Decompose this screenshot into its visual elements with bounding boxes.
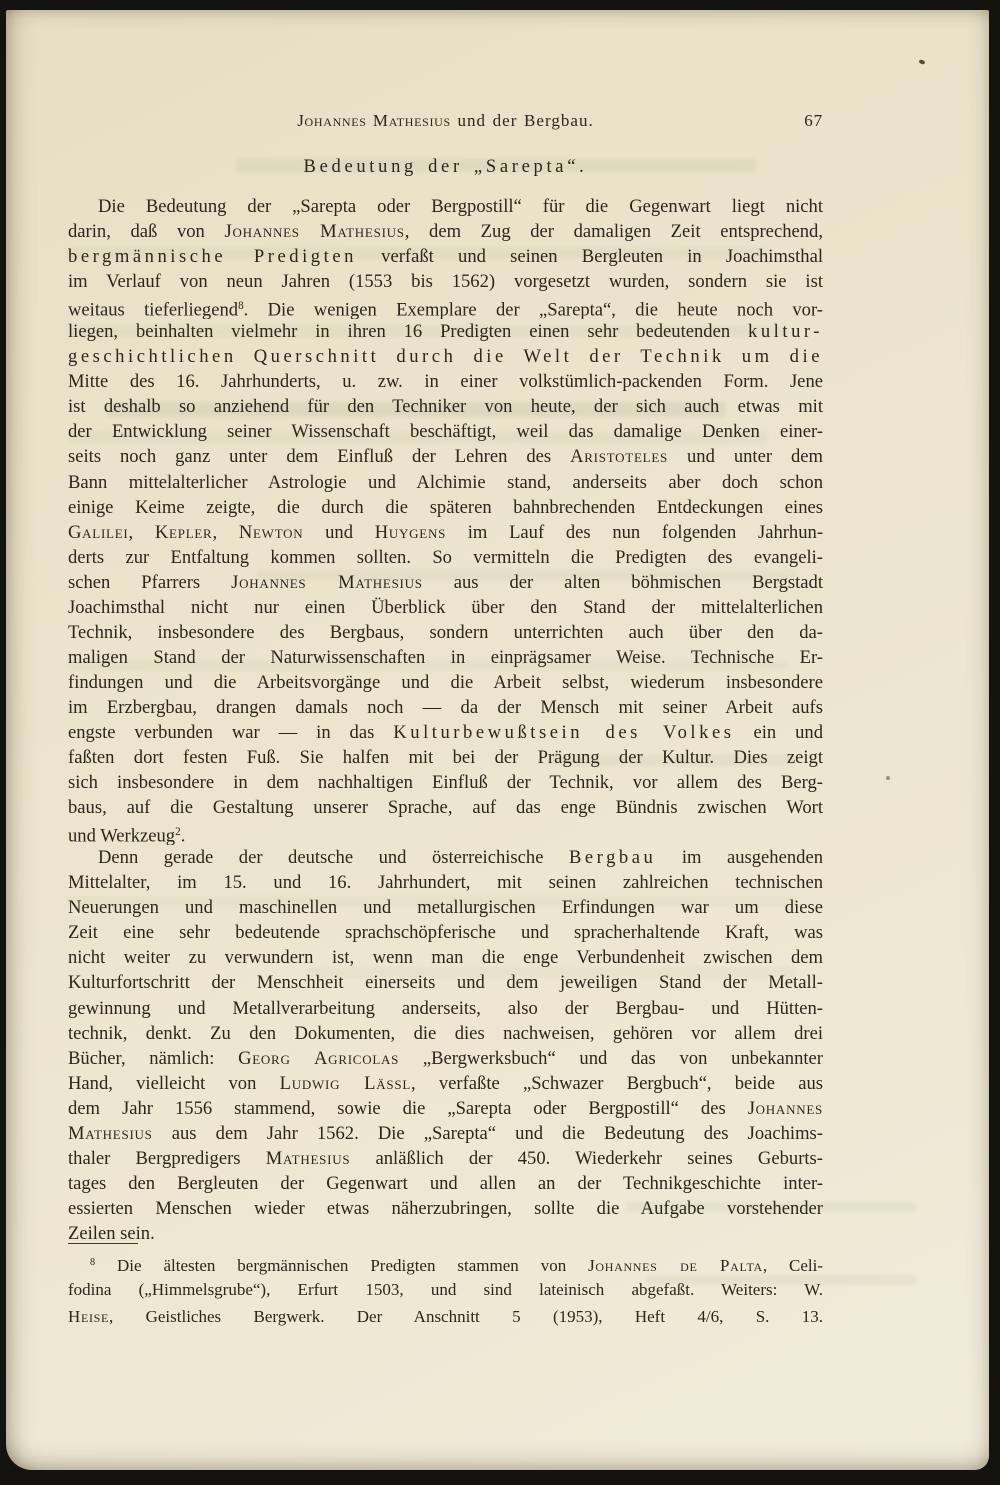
- smallcaps-name: Mathesius: [265, 1147, 351, 1169]
- text-segment: derts zur Entfaltung kommen sollten. So vermitteln die Predigten des evangeli-: [68, 546, 823, 568]
- text-line: [68, 1171, 823, 1196]
- smallcaps-name: Galilei: [68, 521, 129, 543]
- text-line: [68, 244, 823, 269]
- text-segment: weitaus tieferliegend: [68, 299, 239, 320]
- text-line: [68, 996, 823, 1021]
- letterspaced-emphasis: bergmännische Predigten: [68, 246, 357, 268]
- text-line: [68, 820, 823, 845]
- text-line: [68, 394, 823, 419]
- text-line: [68, 1071, 823, 1096]
- superscript-footnote-mark: 8: [238, 300, 244, 313]
- text-segment: baus, auf die Gestaltung unserer Sprache, auf das enge Bündnis zwischen Wort: [68, 797, 823, 819]
- text-segment: maligen Stand der Naturwissenschaften in einprägsamer Weise. Technische Er-: [68, 646, 823, 668]
- text-line: [68, 369, 823, 394]
- text-segment: engste verbunden war — in das: [68, 721, 394, 743]
- smallcaps-name: Georg Agricolas: [238, 1047, 400, 1069]
- text-segment: findungen und die Arbeitsvorgänge und die Arbeit selbst, wiederum insbesondere: [68, 671, 823, 693]
- text-segment: ist deshalb so anziehend für den Techniker von heute, der sich auch etwas mit: [68, 396, 823, 418]
- text-segment: und: [303, 521, 375, 543]
- text-segment: einige Keime zeigte, die durch die späteren bahnbrechenden Entdeckungen eines: [68, 496, 823, 518]
- text-line: [68, 620, 823, 645]
- footnote: [68, 1249, 823, 1330]
- text-segment: und der Bergbau.: [450, 111, 594, 130]
- smallcaps-name: Johannes: [747, 1097, 823, 1119]
- text-segment: anläßlich der 450. Wiederkehr seines Geburts-: [350, 1147, 823, 1169]
- footnote-rule: [68, 1243, 138, 1244]
- text-segment: und Werkzeug: [68, 825, 176, 846]
- text-segment: im Lauf des nun folgenden Jahrhun-: [446, 521, 823, 543]
- text-segment: im Erzbergbau, drangen damals noch — da der Mensch mit seiner Arbeit aufs: [68, 696, 823, 718]
- text-segment: .: [180, 825, 186, 846]
- text-line: [68, 1249, 823, 1276]
- superscript-footnote-mark: 8: [90, 1257, 96, 1268]
- text-line: [68, 770, 823, 795]
- text-line: [68, 670, 823, 695]
- text-segment: im ausgehenden: [656, 847, 823, 869]
- text-segment: der Entwicklung seiner Wissenschaft beschäftigt, weil das damalige Denken einer-: [68, 421, 823, 443]
- text-line: [68, 470, 823, 495]
- text-segment: , verfaßte „Schwazer Bergbuch“, beide aus: [411, 1072, 823, 1094]
- text-line: [68, 745, 823, 770]
- scan-speck: [918, 59, 925, 65]
- text-segment: thaler Bergpredigers: [68, 1147, 266, 1169]
- letterspaced-emphasis: Bergbau: [568, 847, 657, 869]
- text-segment: Mittelalter, im 15. und 16. Jahrhundert, mit seinen zahlreichen technischen: [68, 872, 823, 894]
- text-segment: Joachimsthal nicht nur einen Überblick über den Stand der mittelalterlichen: [68, 596, 823, 618]
- body-text: [68, 194, 823, 1246]
- text-line: [68, 1303, 823, 1330]
- text-segment: dem Jahr 1556 stammend, sowie die „Sarepta oder Bergpostill“ des: [68, 1097, 748, 1119]
- text-line: [68, 1121, 823, 1146]
- text-segment: seits noch ganz unter dem Einfluß der Lehren des: [68, 446, 571, 468]
- text-line: [68, 520, 823, 545]
- text-line: [68, 870, 823, 895]
- text-line: [68, 294, 823, 319]
- text-line: [68, 845, 823, 870]
- text-segment: Die ältesten bergmännischen Predigten stammen von: [95, 1256, 589, 1276]
- text-line: [68, 570, 823, 595]
- section-heading: Bedeutung der „Sarepta“.: [303, 157, 588, 177]
- text-line: [68, 219, 823, 244]
- text-segment: Die Bedeutung der „Sarepta oder Bergpostill“ für die Gegenwart liegt nicht: [98, 196, 823, 217]
- text-line: [68, 1021, 823, 1046]
- scan-speck: [886, 776, 890, 780]
- smallcaps-name: Ludwig Lässl: [279, 1072, 412, 1094]
- running-header: [68, 111, 823, 131]
- text-line: [68, 920, 823, 945]
- text-segment: Kulturfortschritt der Menschheit einerseits und dem jeweiligen Stand der Metall-: [68, 972, 823, 994]
- text-line: [68, 194, 823, 219]
- text-segment: liegen, beinhalten vielmehr in ihren 16 Predigten einen sehr bedeutenden: [68, 321, 749, 343]
- smallcaps-name: Heise: [68, 1307, 110, 1326]
- text-line: [68, 1221, 823, 1246]
- smallcaps-name: Johannes Mathesius: [297, 111, 451, 130]
- smallcaps-name: Johannes Mathesius: [231, 571, 423, 593]
- text-line: [68, 720, 823, 745]
- text-segment: . Die wenigen Exemplare der „Sarepta“, die heute noch vor-: [243, 299, 823, 320]
- text-line: [68, 419, 823, 444]
- text-segment: im Verlauf von neun Jahren (1553 bis 1562) vorgesetzt wurden, sondern sie ist: [68, 271, 823, 293]
- text-segment: , dem Zug der damaligen Zeit entsprechend,: [404, 221, 823, 243]
- text-segment: schen Pfarrers: [68, 571, 232, 593]
- text-segment: sich insbesondere in dem nachhaltigen Einfluß der Technik, vor allem des Berg-: [68, 772, 823, 794]
- text-segment: ,: [128, 521, 155, 543]
- smallcaps-name: Aristoteles: [570, 446, 669, 468]
- text-segment: technik, denkt. Zu den Dokumenten, die dies nachweisen, gehören vor allem drei: [68, 1022, 823, 1044]
- text-line: [68, 595, 823, 620]
- text-segment: und unter dem: [668, 446, 823, 468]
- text-segment: darin, daß von: [68, 221, 225, 243]
- text-segment: Zeit eine sehr bedeutende sprachschöpferische und spracherhaltende Kraft, was: [68, 922, 823, 944]
- text-line: [68, 1096, 823, 1121]
- text-line: [68, 444, 823, 469]
- text-line: [68, 895, 823, 920]
- text-line: [68, 319, 823, 344]
- text-segment: , Geistliches Bergwerk. Der Anschnitt 5 (1953), Heft 4/6, S. 13.: [109, 1307, 823, 1326]
- text-line: [68, 1046, 823, 1071]
- text-segment: aus dem Jahr 1562. Die „Sarepta“ und die Bedeutung des Joachims-: [152, 1122, 823, 1144]
- text-segment: ,: [212, 521, 239, 543]
- text-segment: verfaßt und seinen Bergleuten in Joachimsthal: [356, 246, 823, 268]
- text-line: [68, 269, 823, 294]
- text-line: [68, 545, 823, 570]
- text-line: [68, 495, 823, 520]
- letterspaced-emphasis: geschichtlichen Querschnitt durch die Welt der Technik um die: [68, 346, 823, 368]
- smallcaps-name: Johannes Mathesius: [224, 221, 405, 243]
- text-line: [68, 1146, 823, 1171]
- book-page: [6, 10, 989, 1470]
- smallcaps-name: Johannes de Palta: [588, 1256, 763, 1276]
- text-segment: essierten Menschen wieder etwas näherzubringen, sollte die Aufgabe vorstehender: [68, 1197, 823, 1219]
- text-block: [68, 10, 823, 1470]
- text-segment: tages den Bergleuten der Gegenwart und allen an der Technikgeschichte inter-: [68, 1172, 823, 1194]
- smallcaps-name: Newton: [238, 521, 304, 543]
- text-segment: Bücher, nämlich:: [68, 1047, 239, 1069]
- text-segment: „Bergwerksbuch“ und das von unbekannter: [399, 1047, 823, 1069]
- text-line: [68, 695, 823, 720]
- text-segment: Hand, vielleicht von: [68, 1072, 280, 1094]
- text-segment: Denn gerade der deutsche und österreichische: [98, 847, 569, 869]
- text-segment: Mitte des 16. Jahrhunderts, u. zw. in einer volkstümlich-packenden Form. Jene: [68, 371, 823, 393]
- text-segment: Bann mittelalterlicher Astrologie und Alchimie stand, anderseits aber doch schon: [68, 471, 823, 493]
- text-segment: Technik, insbesondere des Bergbaus, sondern unterrichten auch über den da-: [68, 621, 823, 643]
- text-segment: , Celi-: [762, 1256, 823, 1276]
- text-segment: Zeilen sein.: [68, 1222, 155, 1244]
- text-line: [68, 945, 823, 970]
- text-segment: aus der alten böhmischen Bergstadt: [422, 571, 823, 593]
- text-line: [68, 795, 823, 820]
- text-segment: faßten dort festen Fuß. Sie halfen mit bei der Prägung der Kultur. Dies zeigt: [68, 747, 823, 769]
- text-line: [68, 970, 823, 995]
- letterspaced-emphasis: Kulturbewußtsein des Volkes: [393, 721, 735, 743]
- text-segment: nicht weiter zu verwundern ist, wenn man die enge Verbundenheit zwischen dem: [68, 947, 823, 969]
- smallcaps-name: Huygens: [374, 521, 447, 543]
- text-segment: ein und: [734, 721, 823, 743]
- running-header-title: [297, 111, 594, 130]
- text-line: [68, 344, 823, 369]
- text-line: [68, 1196, 823, 1221]
- smallcaps-name: Kepler: [154, 521, 213, 543]
- smallcaps-name: Mathesius: [68, 1122, 153, 1144]
- text-segment: fodina („Himmelsgrube“), Erfurt 1503, und sind lateinisch abgefaßt. Weiters: W.: [68, 1280, 823, 1299]
- text-segment: gewinnung und Metallverarbeitung anderseits, also der Bergbau- und Hütten-: [68, 997, 823, 1019]
- text-line: [68, 645, 823, 670]
- superscript-footnote-mark: 2: [175, 826, 181, 839]
- letterspaced-emphasis: kultur-: [748, 321, 823, 343]
- page-number: 67: [804, 111, 823, 130]
- text-line: [68, 1276, 823, 1303]
- text-segment: Neuerungen und maschinellen und metallurgischen Erfindungen war um diese: [68, 897, 823, 919]
